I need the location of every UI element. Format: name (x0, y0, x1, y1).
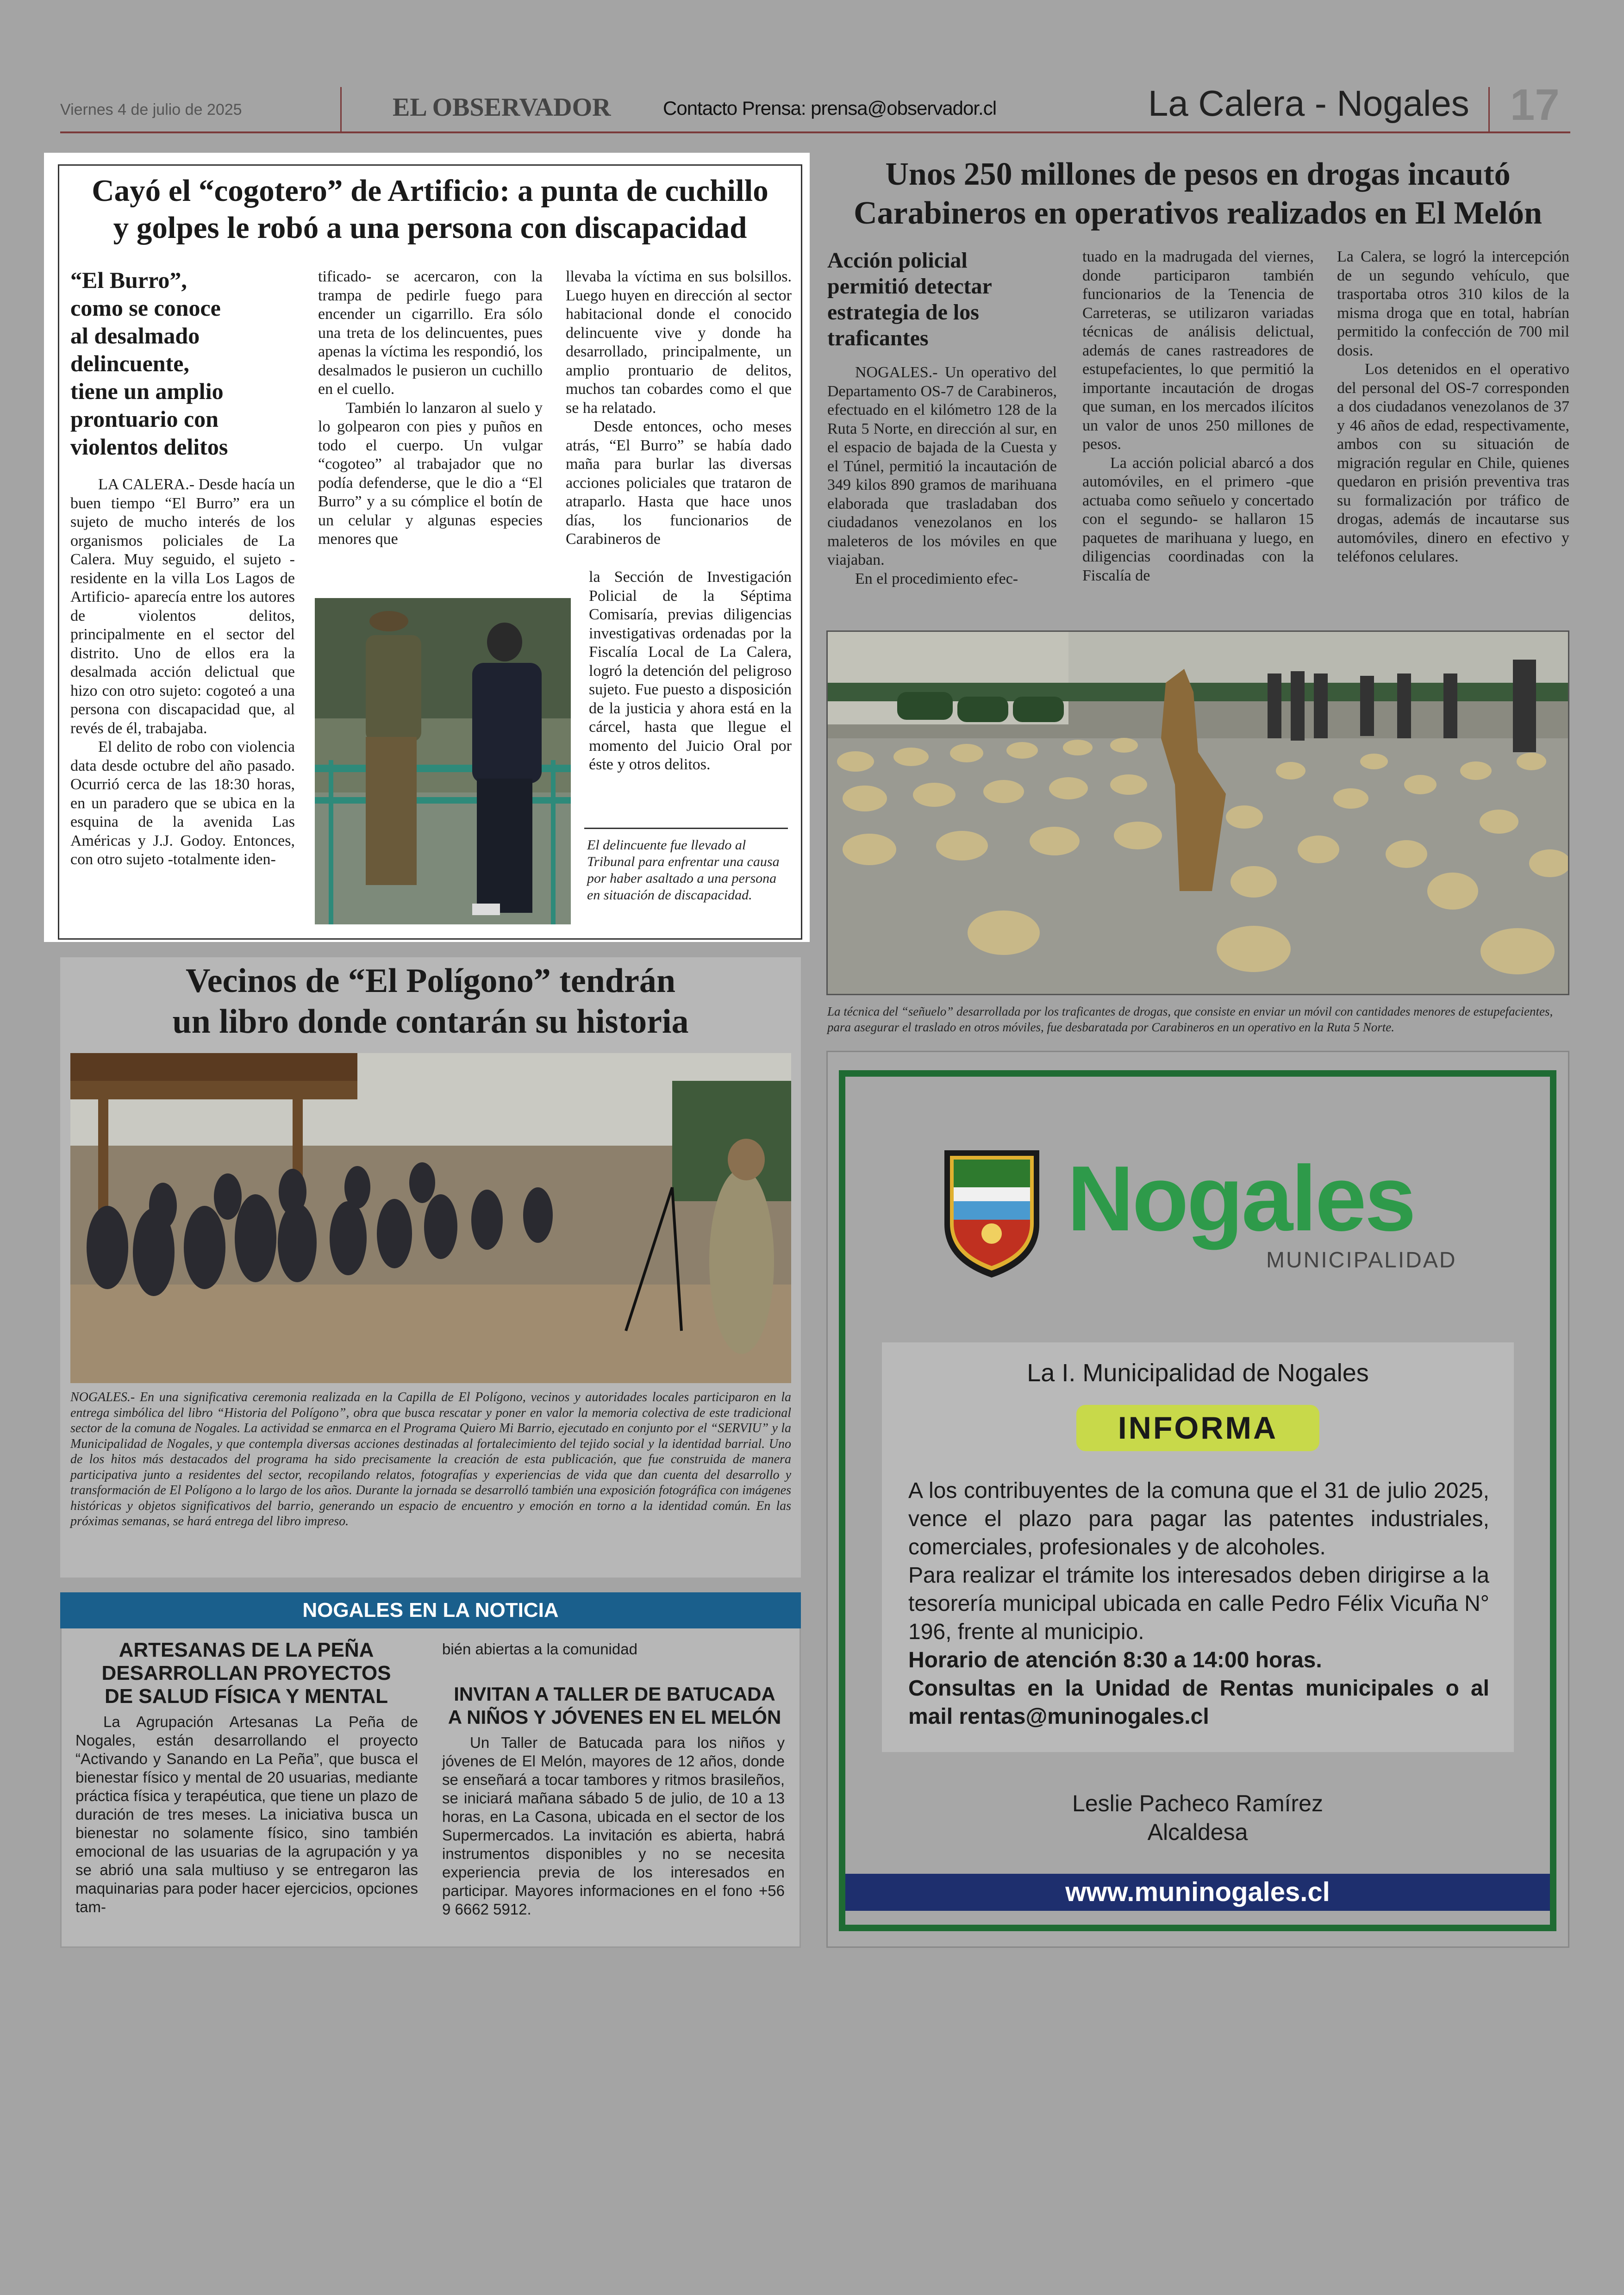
paragraph: Los detenidos en el operativo del personal del OS-7 corresponden a dos ciudadanos venezolanos de 37 y 46 años de edad, respectivamente, ambos con su situación de migración regular en Chile, quienes quedaron en prisión preventiva tras su formalización por tráfico de drogas, además de incautarse sus automóviles, dinero en efectivo y teléfonos celulares. (1337, 361, 1569, 565)
ad-paragraph: A los contribuyentes de la comuna que el 31 de julio 2025, vence el plazo para pagar las patentes industriales, comerciales, profesionales y de alcoholes. (908, 1478, 1489, 1559)
lead-line: tiene un amplio (70, 378, 224, 404)
lead-line: al desalmado (70, 323, 200, 349)
article-cogotero-col3 (566, 268, 792, 549)
drugs-photo-caption: La técnica del “señuelo” desarrollada por los traficantes de drogas, que consiste en enviar un móvil con cantidades menores de estupefacientes, para asegurar el traslado en otros móviles, fue desbaratada por Carabineros en un operativo en la Ruta 5 Norte. (827, 1004, 1553, 1034)
news-item2-title (442, 1683, 787, 1729)
article-cogotero-col3-cont (589, 568, 792, 774)
ad-brand-sub: MUNICIPALIDAD (1266, 1248, 1457, 1272)
article-drogas-col2 (1082, 248, 1314, 585)
ad-url-link[interactable]: www.muninogales.cl (845, 1874, 1550, 1911)
lead-line: delincuente, (70, 350, 189, 376)
poligono-caption: NOGALES.- En una significativa ceremonia realizada en la Capilla de El Polígono, vecinos y autoridades locales participaron en la entrega simbólica del libro “Historia del Polígono”, obra que busca rescatar y poner en valor la memoria colectiva de este tradicional sector de la comuna de Nogales. La actividad se enmarca en el Programa Quiero Mi Barrio, ejecutado en conjunto por el “SERVIU” y la Municipalidad de Nogales, y que contempla diversas acciones destinadas al fortalecimiento del tejido social y la identidad barrial. Uno de los hitos más destacados del programa ha sido precisamente la creación de esta publicación, que fue construida de manera participativa junto a residentes del sector, recopilando relatos, fotografías y experiencias de vida que dan cuenta del desarrollo y transformación de El Polígono a lo largo de los años. Durante la jornada se desarrolló también una exposición fotográfica con imágenes históricas y objetos significativos del barrio, generando un espacio de encuentro y emoción en torno a la identidad común. En las próximas semanas, se hará entrega del libro impreso. (70, 1390, 791, 1528)
ad-signer-role: Alcaldesa (1147, 1819, 1248, 1845)
article-cogotero-col1 (70, 475, 295, 869)
ad-paragraph: Consultas en la Unidad de Rentas municipales o al mail rentas@muninogales.cl (908, 1676, 1489, 1729)
title-line: Vecinos de “El Polígono” tendrán (185, 962, 676, 1000)
ad-heading: La I. Municipalidad de Nogales (1027, 1359, 1369, 1387)
title-line: Carabineros en operativos realizados en El Melón (854, 195, 1542, 231)
title-line: un libro donde contarán su historia (172, 1003, 689, 1041)
paragraph: También lo lanzaron al suelo y lo golpearon con pies y puños en todo el cuerpo. Un vulgar “cogoteo” al trabajador que no podía defenderse, que le dio a “El Burro” y a su cómplice el botín de un celular y algunas especies menores que (318, 399, 543, 548)
ad-body (908, 1477, 1489, 1731)
article-drogas-lead (827, 248, 1052, 351)
ad-paragraph: Horario de atención 8:30 a 14:00 horas. (908, 1648, 1322, 1672)
news-item1-cont: bién abiertas a la comunidad (442, 1640, 637, 1658)
title-line: INVITAN A TALLER DE BATUCADA (454, 1683, 775, 1705)
paragraph: tificado- se acercaron, con la trampa de pedirle fuego para encender un cigarrillo. Era sólo una treta de los delincuentes, pues apenas la víctima les respondió, los desalmados le pusieron un cuchillo en el cuello. (318, 268, 543, 398)
ad-informa-badge: INFORMA (1076, 1405, 1319, 1451)
ad-paragraph: Para realizar el trámite los interesados deben dirigirse a la tesorería municipal ubicada en calle Pedro Félix Vicuña N° 196, frente al municipio. (908, 1563, 1489, 1644)
title-line: A NIÑOS Y JÓVENES EN EL MELÓN (448, 1706, 781, 1728)
nogales-crest-icon (940, 1146, 1044, 1280)
caption-rule (584, 828, 788, 829)
lead-line: Acción policial (827, 248, 968, 273)
paragraph: la Sección de Investigación Policial de la Séptima Comisaría, previas diligencias investigativas ordenadas por la Fiscalía Local de La Calera, logró la detención del peligroso sujeto. Fue puesto a disposición de la justicia y ahora está en la cárcel, hasta que llegue el momento del Juicio Oral por éste y otros delitos. (589, 568, 792, 773)
title-line: Unos 250 millones de pesos en drogas incautó (885, 156, 1511, 192)
section-name: La Calera - Nogales (1148, 83, 1469, 124)
lead-line: permitió detectar (827, 274, 992, 299)
ad-signature (839, 1789, 1556, 1846)
paragraph: llevaba la víctima en sus bolsillos. Luego huyen en dirección al sector habitacional donde el conocido delincuente vive y donde ha desarrollado, principalmente, un amplio prontuario de delitos, muchos tan cobardes como el que se ha relatado. (566, 268, 792, 417)
header-rule (60, 131, 1570, 133)
title-line: DESARROLLAN PROYECTOS (101, 1662, 391, 1684)
title-line: DE SALUD FÍSICA Y MENTAL (105, 1685, 388, 1708)
drugs-photo (826, 630, 1569, 995)
ad-brand: Nogales (1067, 1147, 1415, 1250)
issue-date: Viernes 4 de julio de 2025 (60, 101, 242, 118)
paragraph: En el procedimiento efec- (855, 570, 1018, 587)
ad-signer: Leslie Pacheco Ramírez (1072, 1790, 1323, 1816)
news-item1-title (70, 1639, 422, 1708)
article-poligono-title (60, 960, 801, 1042)
article-cogotero-col2 (318, 268, 543, 549)
lead-line: como se conoce (70, 295, 221, 321)
page-number: 17 (1510, 80, 1560, 130)
paragraph: tuado en la madrugada del viernes, donde participaron también funcionarios de la Tenencia de Carreteras, se utilizaron variadas técnicas de análisis delictual, además de canes rastreadores de estupefacientes, lo que permitió la importante incautación de drogas que suman, en los mercados ilícitos un valor de unos 250 millones de pesos. (1082, 248, 1314, 453)
poligono-photo (70, 1053, 791, 1383)
paragraph: La acción policial abarcó a dos automóviles, en el primero -que actuaba como señuelo y concertado con el segundo- se hallaron 15 paquetes de marihuana y luego, en diligencias coordinadas con la Fiscalía de (1082, 454, 1314, 584)
article-drogas-title (826, 155, 1569, 233)
paragraph: Desde entonces, ocho meses atrás, “El Burro” se había dado maña para burlar las diversas acciones policiales que trataron de atraparlo. Hasta que hace unos días, los funcionarios de Carabineros de (566, 418, 792, 548)
header-divider (1488, 87, 1490, 131)
arrest-photo (315, 598, 571, 924)
paragraph: El delito de robo con violencia data desde octubre del año pasado. Ocurrió cerca de las 18:30 horas, en un paradero que se ubica en la esquina de la avenida Las Américas y J.J. Godoy. Entonces, con otro sujeto -totalmente iden- (70, 738, 295, 868)
article-drogas-col1 (827, 363, 1057, 588)
press-contact: Contacto Prensa: prensa@observador.cl (663, 97, 997, 119)
arrest-photo-caption: El delincuente fue llevado al Tribunal para enfrentar una causa por haber asaltado a una persona en situación de discapacidad. (587, 837, 780, 903)
paragraph: La Calera, se logró la intercepción de un segundo vehículo, que trasportaba otros 310 kilos de la misma droga que en total, habrían permitido la confección de 700 mil dosis. (1337, 248, 1569, 359)
header-divider (340, 87, 342, 131)
lead-line: traficantes (827, 326, 929, 350)
article-cogotero-title (58, 172, 802, 247)
news-item1-body: La Agrupación Artesanas La Peña de Nogales, están desarrollando el proyecto “Activando y Sanando en La Peña”, que busca el bienestar físico y mental de 20 usuarias, mediante práctica física y terapéutica, que tiene un plazo de duración de tres meses. La iniciativa busca un bienestar no solamente físico, sino también emocional de las usuarias de la agrupación y ya se abrió una sala multiuso y se entregaron las maquinarias para poder hacer ejercicios, opciones tam- (75, 1713, 418, 1915)
paragraph: NOGALES.- Un operativo del Departamento OS-7 de Carabineros, efectuado en el kilómetro 128 de la Ruta 5 Norte, en dirección al sur, en el espacio de bajada de la Cuesta y el Túnel, permitió la incautación de 349 kilos 890 gramos de marihuana elaborada que trasladaban dos ciudadanos venezolanos en los maleteros de los móviles en que viajaban. (827, 364, 1057, 568)
newspaper-name: EL OBSERVADOR (393, 93, 611, 122)
lead-line: “El Burro”, (70, 267, 187, 293)
lead-line: prontuario con (70, 406, 219, 432)
nogales-news-bar: NOGALES EN LA NOTICIA (60, 1592, 801, 1628)
title-line: y golpes le robó a una persona con discapacidad (113, 211, 747, 245)
lead-line: violentos delitos (70, 434, 228, 460)
news-item2-body: Un Taller de Batucada para los niños y jóvenes de El Melón, mayores de 12 años, donde se enseñará a tocar tambores y ritmos brasileños, se iniciará mañana sábado 5 de julio, de 10 a 13 horas, en La Casona, ubicada en el sector de los Supermercados. La invitación es abierta, habrá instrumentos disponibles y no se necesita experiencia previa de los interesados en participar. Mayores informaciones en el fono +56 9 6662 5912. (442, 1734, 785, 1918)
article-cogotero-lead (70, 266, 311, 461)
title-line: ARTESANAS DE LA PEÑA (119, 1639, 374, 1661)
paragraph: LA CALERA.- Desde hacía un buen tiempo “El Burro” era un sujeto de mucho interés de los organismos policiales de La Calera. Muy seguido, el sujeto -residente en la villa Los Lagos de Artificio- aparecía entre los autores de violentos delitos, principalmente en el sector del distrito. Uno de ellos era la desalmada acción delictual que hizo con otro sujeto: cogoteó a una persona con discapacidad que, al revés de él, trabajaba. (70, 476, 295, 737)
title-line: Cayó el “cogotero” de Artificio: a punta de cuchillo (92, 174, 768, 208)
lead-line: estrategia de los (827, 300, 979, 324)
article-drogas-col3 (1337, 248, 1569, 567)
